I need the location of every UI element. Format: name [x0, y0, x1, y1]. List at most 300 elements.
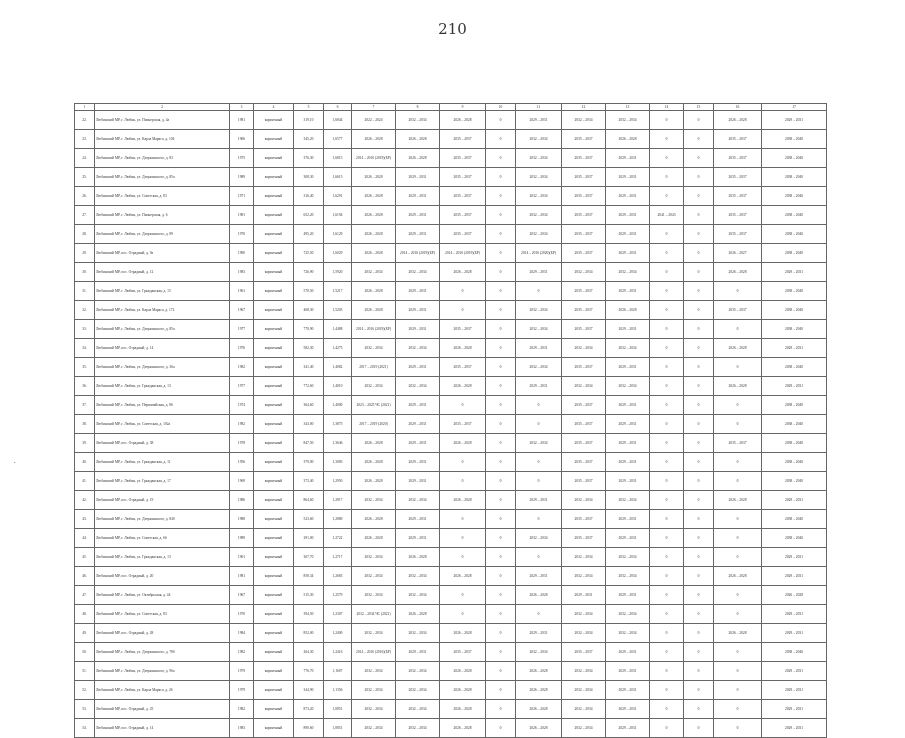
row-number-cell: 27.: [75, 206, 95, 225]
table-cell: 2026 – 2028: [352, 168, 396, 187]
table-cell: 0: [684, 662, 714, 681]
table-cell: 1984: [230, 624, 254, 643]
table-cell: 0: [714, 662, 762, 681]
address-cell: Любинский МР, пос. Отрадный, д. 14: [95, 339, 230, 358]
row-number-cell: 38.: [75, 415, 95, 434]
table-cell: 2029 – 2031: [516, 624, 562, 643]
table-cell: 2026 – 2028: [352, 187, 396, 206]
table-cell: 0: [486, 149, 516, 168]
table-cell: 0: [714, 548, 762, 567]
table-cell: 0: [486, 453, 516, 472]
table-cell: 2029 – 2031: [606, 358, 650, 377]
table-cell: 2032 – 2034: [396, 263, 440, 282]
table-cell: 2035 – 2037: [440, 187, 486, 206]
table-cell: 2029 – 2031: [396, 358, 440, 377]
table-cell: 0: [650, 605, 684, 624]
table-cell: 2032 – 2034: [516, 358, 562, 377]
table-cell: 2029 – 2031: [606, 681, 650, 700]
table-cell: 0: [684, 700, 714, 719]
table-cell: 2032 – 2034 ЧС (2021): [352, 605, 396, 624]
table-cell: 0: [440, 396, 486, 415]
table-cell: 0: [650, 263, 684, 282]
table-cell: 2032 – 2034: [562, 339, 606, 358]
address-cell: Любинский МР, г. Любин, ул. Карла Маркса, д. 104: [95, 130, 230, 149]
table-cell: 2029 – 2031: [606, 282, 650, 301]
table-cell: 776,70: [294, 662, 324, 681]
table-row: [75, 415, 827, 434]
table-cell: 2026 – 2028: [714, 263, 762, 282]
table-cell: 343,00: [294, 415, 324, 434]
table-row: [75, 548, 827, 567]
table-cell: 0: [650, 415, 684, 434]
table-cell: 2029 – 2031: [606, 168, 650, 187]
table-cell: 1,2416: [324, 643, 352, 662]
table-cell: 2032 – 2034: [352, 662, 396, 681]
table-cell: 0: [486, 377, 516, 396]
table-cell: 2032 – 2034: [396, 339, 440, 358]
table-cell: 0: [684, 149, 714, 168]
table-cell: 2032 – 2034: [562, 719, 606, 738]
table-cell: 890,60: [294, 719, 324, 738]
table-cell: 2032 – 2034: [396, 586, 440, 605]
table-cell: 2026 – 2028: [440, 567, 486, 586]
address-cell: Любинский МР, г. Любин, ул. Гражданская, д. 17: [95, 472, 230, 491]
table-cell: 0: [684, 206, 714, 225]
table-cell: 0: [486, 700, 516, 719]
column-number: 8: [396, 104, 440, 111]
table-cell: 0: [714, 358, 762, 377]
table-cell: 0: [650, 662, 684, 681]
table-cell: 2017 – 2019 (2021): [352, 358, 396, 377]
table-cell: 0: [516, 282, 562, 301]
row-number-cell: 35.: [75, 358, 95, 377]
table-cell: 1979: [230, 662, 254, 681]
table-cell: 0: [714, 681, 762, 700]
table-cell: 2026 – 2028: [352, 472, 396, 491]
table-cell: 2029 – 2031: [396, 301, 440, 320]
table-cell: 2026 – 2028: [440, 263, 486, 282]
table-cell: 2029 – 2031: [606, 225, 650, 244]
table-cell: 2029 – 2031: [606, 396, 650, 415]
table-cell: 1982: [230, 643, 254, 662]
table-cell: 1981: [230, 111, 254, 130]
table-cell: 1967: [230, 301, 254, 320]
table-row: [75, 510, 827, 529]
table-cell: 2035 – 2037: [562, 225, 606, 244]
table-cell: 2038 – 2040: [762, 149, 827, 168]
table-cell: 1,2307: [324, 605, 352, 624]
table-cell: 0: [684, 377, 714, 396]
table-cell: 1969: [230, 472, 254, 491]
address-cell: Любинский МР, пос. Отрадный, д. 12: [95, 263, 230, 282]
table-cell: 1976: [230, 339, 254, 358]
table-cell: 2026 – 2028: [352, 529, 396, 548]
table-cell: кирпичный: [254, 605, 294, 624]
table-cell: кирпичный: [254, 225, 294, 244]
table-cell: кирпичный: [254, 510, 294, 529]
table-cell: 0: [684, 339, 714, 358]
table-cell: 2026 – 2028: [714, 377, 762, 396]
table-cell: 0: [684, 472, 714, 491]
address-cell: Любинский МР, г. Любин, ул. Дзержинского, д. 85а: [95, 168, 230, 187]
table-cell: 0: [714, 320, 762, 339]
table-cell: 873,20: [294, 700, 324, 719]
table-cell: 0: [650, 643, 684, 662]
table-cell: 1,0851: [324, 700, 352, 719]
table-cell: 0: [714, 643, 762, 662]
table-cell: 2035 – 2037: [440, 130, 486, 149]
table-cell: 0: [650, 168, 684, 187]
table-cell: 2041 – 2043: [650, 206, 684, 225]
table-cell: 0: [486, 263, 516, 282]
table-cell: 2038 – 2040: [762, 453, 827, 472]
table-cell: 0: [714, 700, 762, 719]
table-cell: 2032 – 2034: [562, 377, 606, 396]
table-cell: 2035 – 2037: [440, 320, 486, 339]
table-cell: 1979: [230, 681, 254, 700]
table-cell: 364,60: [294, 396, 324, 415]
table-cell: 2035 – 2037: [440, 149, 486, 168]
table-cell: 0: [650, 510, 684, 529]
table-cell: 0: [440, 529, 486, 548]
table-cell: 2032 – 2034: [352, 491, 396, 510]
table-cell: 2029 – 2031: [606, 472, 650, 491]
table-cell: 0: [486, 624, 516, 643]
address-cell: Любинский МР, г. Любин, ул. Гражданская, д. 13: [95, 377, 230, 396]
table-cell: 2032 – 2034: [352, 548, 396, 567]
table-cell: 2038 – 2040: [762, 415, 827, 434]
table-cell: 0: [714, 472, 762, 491]
table-cell: кирпичный: [254, 719, 294, 738]
table-cell: 1,1607: [324, 662, 352, 681]
table-cell: 2029 – 2031: [762, 605, 827, 624]
table-cell: 0: [650, 320, 684, 339]
table-cell: 2035 – 2037: [562, 301, 606, 320]
table-cell: 2032 – 2034: [352, 377, 396, 396]
table-cell: 2029 – 2031: [762, 624, 827, 643]
table-cell: 2032 – 2034: [396, 491, 440, 510]
table-cell: 0: [516, 415, 562, 434]
table-cell: 2026 – 2028: [714, 491, 762, 510]
table-cell: 570,50: [294, 282, 324, 301]
table-cell: 2035 – 2037: [714, 187, 762, 206]
table-cell: 1977: [230, 320, 254, 339]
table-cell: 0: [650, 377, 684, 396]
table-cell: 2038 – 2040: [762, 282, 827, 301]
table-row: [75, 377, 827, 396]
table-cell: 725,50: [294, 244, 324, 263]
table-cell: 2035 – 2037: [714, 206, 762, 225]
table-cell: 2032 – 2034: [606, 111, 650, 130]
table-cell: 2035 – 2037: [440, 358, 486, 377]
table-cell: 2026 – 2028: [352, 130, 396, 149]
row-number-cell: 22.: [75, 111, 95, 130]
table-cell: кирпичный: [254, 263, 294, 282]
table-cell: 0: [650, 130, 684, 149]
table-cell: 0: [440, 453, 486, 472]
table-cell: 344,90: [294, 681, 324, 700]
table-cell: 2014 – 2016 (2020)(БР): [516, 244, 562, 263]
table-cell: 0: [684, 358, 714, 377]
table-cell: 2032 – 2034: [606, 491, 650, 510]
row-number-cell: 47.: [75, 586, 95, 605]
column-number: 12: [562, 104, 606, 111]
table-cell: 0: [684, 548, 714, 567]
table-cell: 2026 – 2028: [440, 377, 486, 396]
table-cell: 1970: [230, 225, 254, 244]
table-cell: 2026 – 2028: [352, 453, 396, 472]
table-cell: 523,60: [294, 510, 324, 529]
table-cell: 1982: [230, 415, 254, 434]
row-number-cell: 50.: [75, 643, 95, 662]
column-number: 2: [95, 104, 230, 111]
table-cell: кирпичный: [254, 301, 294, 320]
table-cell: 515,30: [294, 586, 324, 605]
table-row: [75, 472, 827, 491]
table-cell: 0: [486, 491, 516, 510]
table-row: [75, 168, 827, 187]
table-cell: 2035 – 2037: [714, 130, 762, 149]
row-number-cell: 39.: [75, 434, 95, 453]
table-cell: 2035 – 2037: [440, 225, 486, 244]
table-row: [75, 149, 827, 168]
table-cell: 0: [684, 415, 714, 434]
table-cell: 0: [684, 225, 714, 244]
table-cell: 2029 – 2031: [396, 206, 440, 225]
table-row: [75, 282, 827, 301]
table-row: [75, 529, 827, 548]
table-cell: 0: [486, 339, 516, 358]
table-cell: 2035 – 2037: [440, 415, 486, 434]
table-cell: 2032 – 2034: [352, 339, 396, 358]
table-cell: 2035 – 2037: [562, 130, 606, 149]
table-cell: 2026 – 2028: [396, 130, 440, 149]
table-cell: 0: [650, 244, 684, 263]
row-number-cell: 49.: [75, 624, 95, 643]
address-cell: Любинский МР, г. Любин, ул. Советская, д. 83: [95, 187, 230, 206]
column-number: 17: [762, 104, 827, 111]
table-cell: 394,50: [294, 605, 324, 624]
table-cell: 0: [486, 510, 516, 529]
table-cell: 1983: [230, 719, 254, 738]
table-cell: 2023 – 2025 ЧС (2021): [352, 396, 396, 415]
table-cell: 341,40: [294, 358, 324, 377]
table-cell: 2029 – 2031: [396, 282, 440, 301]
table-cell: 0: [684, 529, 714, 548]
table-cell: 2038 – 2040: [762, 206, 827, 225]
table-cell: 2035 – 2037: [562, 320, 606, 339]
table-cell: 0: [486, 415, 516, 434]
table-cell: 1978: [230, 434, 254, 453]
table-cell: 0: [684, 719, 714, 738]
table-cell: 2038 – 2040: [762, 510, 827, 529]
table-cell: 0: [486, 206, 516, 225]
table-cell: 2026 – 2027: [714, 244, 762, 263]
page-number: 210: [438, 20, 467, 38]
table-cell: 0: [486, 130, 516, 149]
table-cell: 2014 – 2016 (2019)(БР): [352, 320, 396, 339]
table-cell: 0: [684, 643, 714, 662]
table-cell: кирпичный: [254, 415, 294, 434]
table-cell: 2032 – 2034: [516, 149, 562, 168]
table-cell: 2032 – 2034: [516, 168, 562, 187]
table-cell: 2032 – 2034: [396, 662, 440, 681]
table-cell: 1,1356: [324, 681, 352, 700]
table-cell: 1986: [230, 491, 254, 510]
table-cell: 0: [650, 453, 684, 472]
table-cell: 2032 – 2034: [606, 605, 650, 624]
table-cell: 379,00: [294, 453, 324, 472]
table-cell: 0: [714, 605, 762, 624]
table-cell: 2026 – 2028: [714, 624, 762, 643]
table-cell: 2032 – 2034: [516, 206, 562, 225]
table-cell: 2029 – 2031: [396, 396, 440, 415]
table-cell: 2035 – 2037: [562, 510, 606, 529]
address-cell: Любинский МР, пос. Отрадный, д. 19: [95, 491, 230, 510]
table-cell: 1977: [230, 377, 254, 396]
address-cell: Любинский МР, пос. Отрадный, д. 38: [95, 434, 230, 453]
table-cell: 2032 – 2034: [516, 643, 562, 662]
table-cell: 1,2717: [324, 548, 352, 567]
row-number-cell: 29.: [75, 244, 95, 263]
table-cell: кирпичный: [254, 529, 294, 548]
table-cell: 2029 – 2031: [606, 434, 650, 453]
table-cell: кирпичный: [254, 377, 294, 396]
table-cell: 1,3646: [324, 434, 352, 453]
table-cell: 0: [440, 510, 486, 529]
table-cell: кирпичный: [254, 168, 294, 187]
table-cell: 2035 – 2037: [562, 396, 606, 415]
table-cell: 2026 – 2028: [440, 434, 486, 453]
table-cell: 0: [650, 548, 684, 567]
table-cell: 0: [650, 529, 684, 548]
table-cell: 0: [486, 168, 516, 187]
table-cell: 2032 – 2034: [562, 662, 606, 681]
address-cell: Любинский МР, г. Любин, ул. Дзержинского, д. 36а: [95, 358, 230, 377]
address-cell: Любинский МР, г. Любин, ул. Карла Маркса, д. 26: [95, 681, 230, 700]
table-cell: кирпичный: [254, 206, 294, 225]
table-cell: 2029 – 2031: [396, 472, 440, 491]
table-cell: 2032 – 2034: [396, 681, 440, 700]
table-row: [75, 681, 827, 700]
table-cell: 2026 – 2028: [440, 491, 486, 510]
table-cell: 0: [684, 187, 714, 206]
table-cell: 0: [486, 434, 516, 453]
address-cell: Любинский МР, г. Любин, ул. Первомайская, д. 86: [95, 396, 230, 415]
table-cell: 2038 – 2040: [762, 320, 827, 339]
column-number: 1: [75, 104, 95, 111]
table-cell: 2026 – 2028: [516, 662, 562, 681]
table-cell: 0: [684, 168, 714, 187]
table-cell: 2035 – 2037: [714, 434, 762, 453]
table-row: [75, 320, 827, 339]
table-cell: 2026 – 2028: [352, 206, 396, 225]
table-cell: 2032 – 2034: [606, 624, 650, 643]
table-cell: 373,40: [294, 472, 324, 491]
table-cell: 852,00: [294, 624, 324, 643]
address-cell: Любинский МР, г. Любин, ул. Дзержинского, д. 78б: [95, 643, 230, 662]
table-cell: 2029 – 2031: [762, 681, 827, 700]
table-cell: 0: [486, 301, 516, 320]
table-cell: 0: [486, 225, 516, 244]
table-cell: 2029 – 2031: [562, 586, 606, 605]
table-cell: 264,30: [294, 643, 324, 662]
table-cell: 1961: [230, 282, 254, 301]
table-cell: 2032 – 2034: [352, 567, 396, 586]
table-cell: 0: [650, 225, 684, 244]
table-cell: 2026 – 2028: [440, 624, 486, 643]
table-row: [75, 339, 827, 358]
table-cell: 0: [486, 282, 516, 301]
table-cell: 2032 – 2034: [562, 111, 606, 130]
table-cell: кирпичный: [254, 130, 294, 149]
table-cell: кирпичный: [254, 681, 294, 700]
table-cell: 2032 – 2034: [562, 700, 606, 719]
table-cell: 2029 – 2031: [396, 510, 440, 529]
table-cell: 582,30: [294, 339, 324, 358]
table-cell: 2014 – 2016 (2019)(БР): [396, 244, 440, 263]
table-cell: 0: [486, 244, 516, 263]
table-cell: 2038 – 2040: [762, 434, 827, 453]
table-cell: 1,6291: [324, 187, 352, 206]
address-cell: Любинский МР, г. Любин, ул. Карла Маркса, д. 172: [95, 301, 230, 320]
table-cell: 1,2579: [324, 586, 352, 605]
table-cell: 2032 – 2034: [396, 567, 440, 586]
table-cell: 2032 – 2034: [516, 225, 562, 244]
table-cell: 0: [440, 548, 486, 567]
column-number: 5: [294, 104, 324, 111]
row-number-cell: 32.: [75, 301, 95, 320]
table-cell: 2029 – 2031: [396, 529, 440, 548]
table-cell: 2029 – 2031: [762, 700, 827, 719]
address-cell: Любинский МР, г. Любин, ул. Советская, д. 102а: [95, 415, 230, 434]
table-cell: 2038 – 2040: [762, 168, 827, 187]
table-cell: 0: [516, 510, 562, 529]
table-cell: 0: [486, 719, 516, 738]
table-cell: 2026 – 2028: [396, 605, 440, 624]
table-row: [75, 244, 827, 263]
table-cell: 1970: [230, 605, 254, 624]
table-cell: 2038 – 2040: [762, 225, 827, 244]
table-cell: 1,5203: [324, 301, 352, 320]
table-cell: 2032 – 2034: [606, 548, 650, 567]
table-cell: 2022 – 2024: [352, 111, 396, 130]
table-cell: 2035 – 2037: [562, 282, 606, 301]
column-number: 13: [606, 104, 650, 111]
table-cell: кирпичный: [254, 472, 294, 491]
address-cell: Любинский МР, г. Любин, ул. Октябрьская, д. 44: [95, 586, 230, 605]
table-cell: 2029 – 2031: [762, 662, 827, 681]
table-cell: 1,3875: [324, 415, 352, 434]
table-cell: 2035 – 2037: [562, 434, 606, 453]
table-cell: 2035 – 2037: [714, 301, 762, 320]
row-number-cell: 41.: [75, 472, 95, 491]
table-cell: 2026 – 2028: [352, 434, 396, 453]
row-number-cell: 46.: [75, 567, 95, 586]
table-cell: 1,6815: [324, 149, 352, 168]
row-number-cell: 51.: [75, 662, 95, 681]
table-cell: 2035 – 2037: [562, 358, 606, 377]
table-cell: 0: [486, 662, 516, 681]
table-cell: 2035 – 2037: [562, 149, 606, 168]
table-cell: 367,70: [294, 548, 324, 567]
row-number-cell: 37.: [75, 396, 95, 415]
table-cell: 2032 – 2034: [396, 377, 440, 396]
table-cell: 2035 – 2037: [562, 472, 606, 491]
table-cell: 0: [650, 187, 684, 206]
table-cell: 1982: [230, 700, 254, 719]
table-cell: 2029 – 2031: [762, 491, 827, 510]
